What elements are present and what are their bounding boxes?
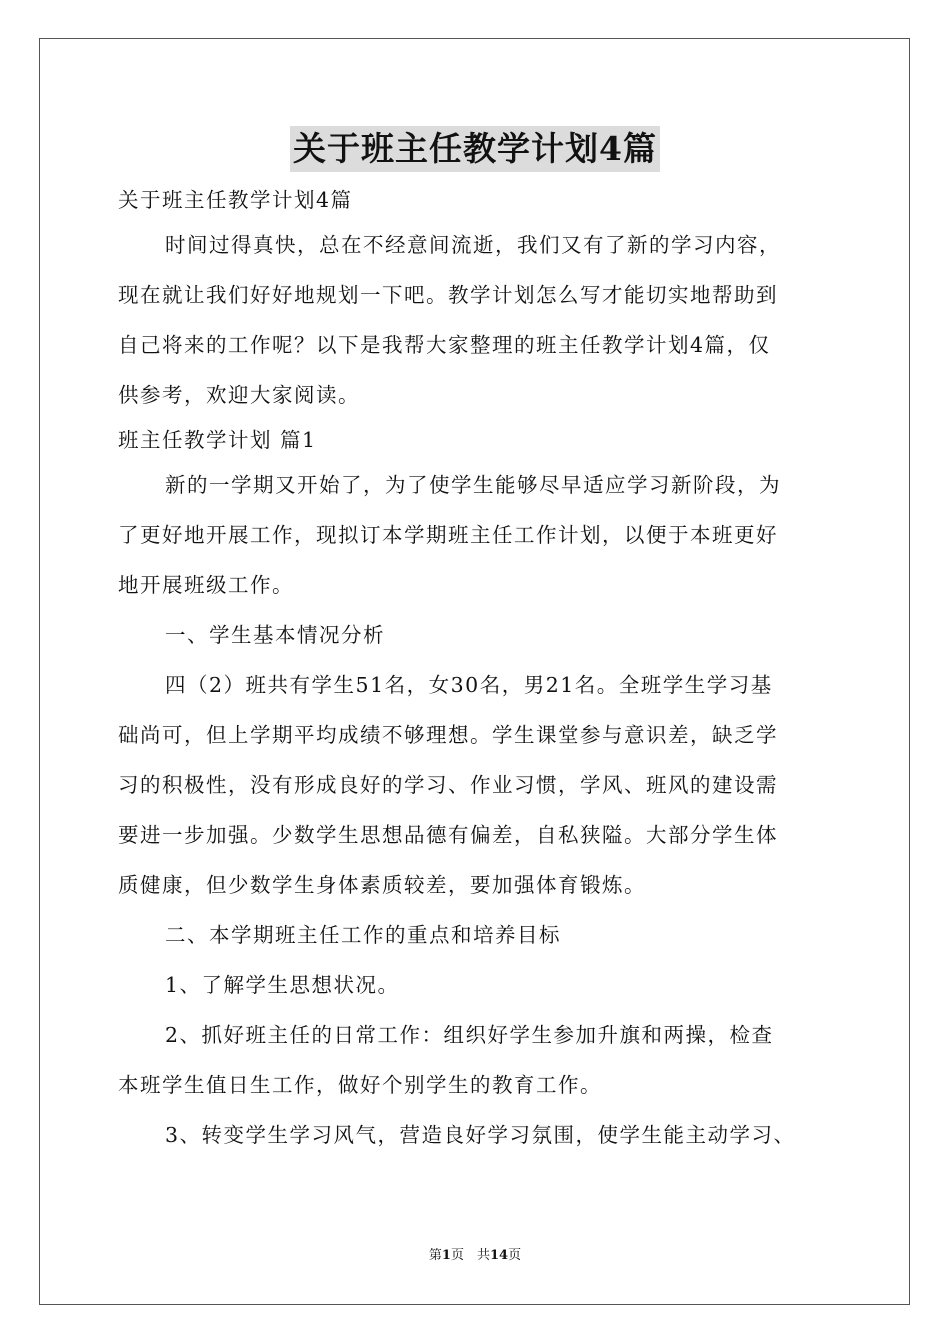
footer-page-total: 14 <box>489 1248 509 1263</box>
text-line: 本班学生值日生工作，做好个别学生的教育工作。 <box>118 1073 602 1097</box>
text-line: 础尚可，但上学期平均成绩不够理想。学生课堂参与意识差，缺乏学 <box>118 723 778 747</box>
text-line: 1、了解学生思想状况。 <box>165 973 400 997</box>
text-line: 新的一学期又开始了，为了使学生能够尽早适应学习新阶段，为 <box>165 473 781 497</box>
document-body <box>118 180 838 1160</box>
footer-page-current: 1 <box>441 1248 451 1263</box>
text-line: 自己将来的工作呢？以下是我帮大家整理的班主任教学计划4篇，仅 <box>118 333 771 357</box>
text-line: 关于班主任教学计划4篇 <box>118 188 353 212</box>
text-line: 现在就让我们好好地规划一下吧。教学计划怎么写才能切实地帮助到 <box>118 283 778 307</box>
page-footer <box>0 1247 950 1265</box>
footer-mid: 页 共 <box>450 1248 490 1263</box>
text-line: 地开展班级工作。 <box>118 573 294 597</box>
text-line: 二、本学期班主任工作的重点和培养目标 <box>165 923 561 947</box>
text-line: 四（2）班共有学生51名，女30名，男21名。全班学生学习基 <box>165 673 773 697</box>
text-line: 2、抓好班主任的日常工作：组织好学生参加升旗和两操，检查 <box>165 1023 774 1047</box>
text-line: 习的积极性，没有形成良好的学习、作业习惯，学风、班风的建设需 <box>118 773 778 797</box>
text-line: 一、学生基本情况分析 <box>165 623 385 647</box>
text-line: 质健康，但少数学生身体素质较差，要加强体育锻炼。 <box>118 873 646 897</box>
text-line: 要进一步加强。少数学生思想品德有偏差，自私狭隘。大部分学生体 <box>118 823 778 847</box>
title-container <box>0 126 950 172</box>
text-line: 班主任教学计划 篇1 <box>118 428 317 452</box>
text-line: 3、转变学生学习风气，营造良好学习氛围，使学生能主动学习、 <box>165 1123 796 1147</box>
footer-suffix: 页 <box>508 1248 522 1263</box>
footer-prefix: 第 <box>428 1248 442 1263</box>
document-title: 关于班主任教学计划4篇 <box>290 126 660 172</box>
text-line: 供参考，欢迎大家阅读。 <box>118 383 360 407</box>
text-line: 了更好地开展工作，现拟订本学期班主任工作计划，以便于本班更好 <box>118 523 778 547</box>
text-line: 时间过得真快，总在不经意间流逝，我们又有了新的学习内容， <box>165 233 781 257</box>
